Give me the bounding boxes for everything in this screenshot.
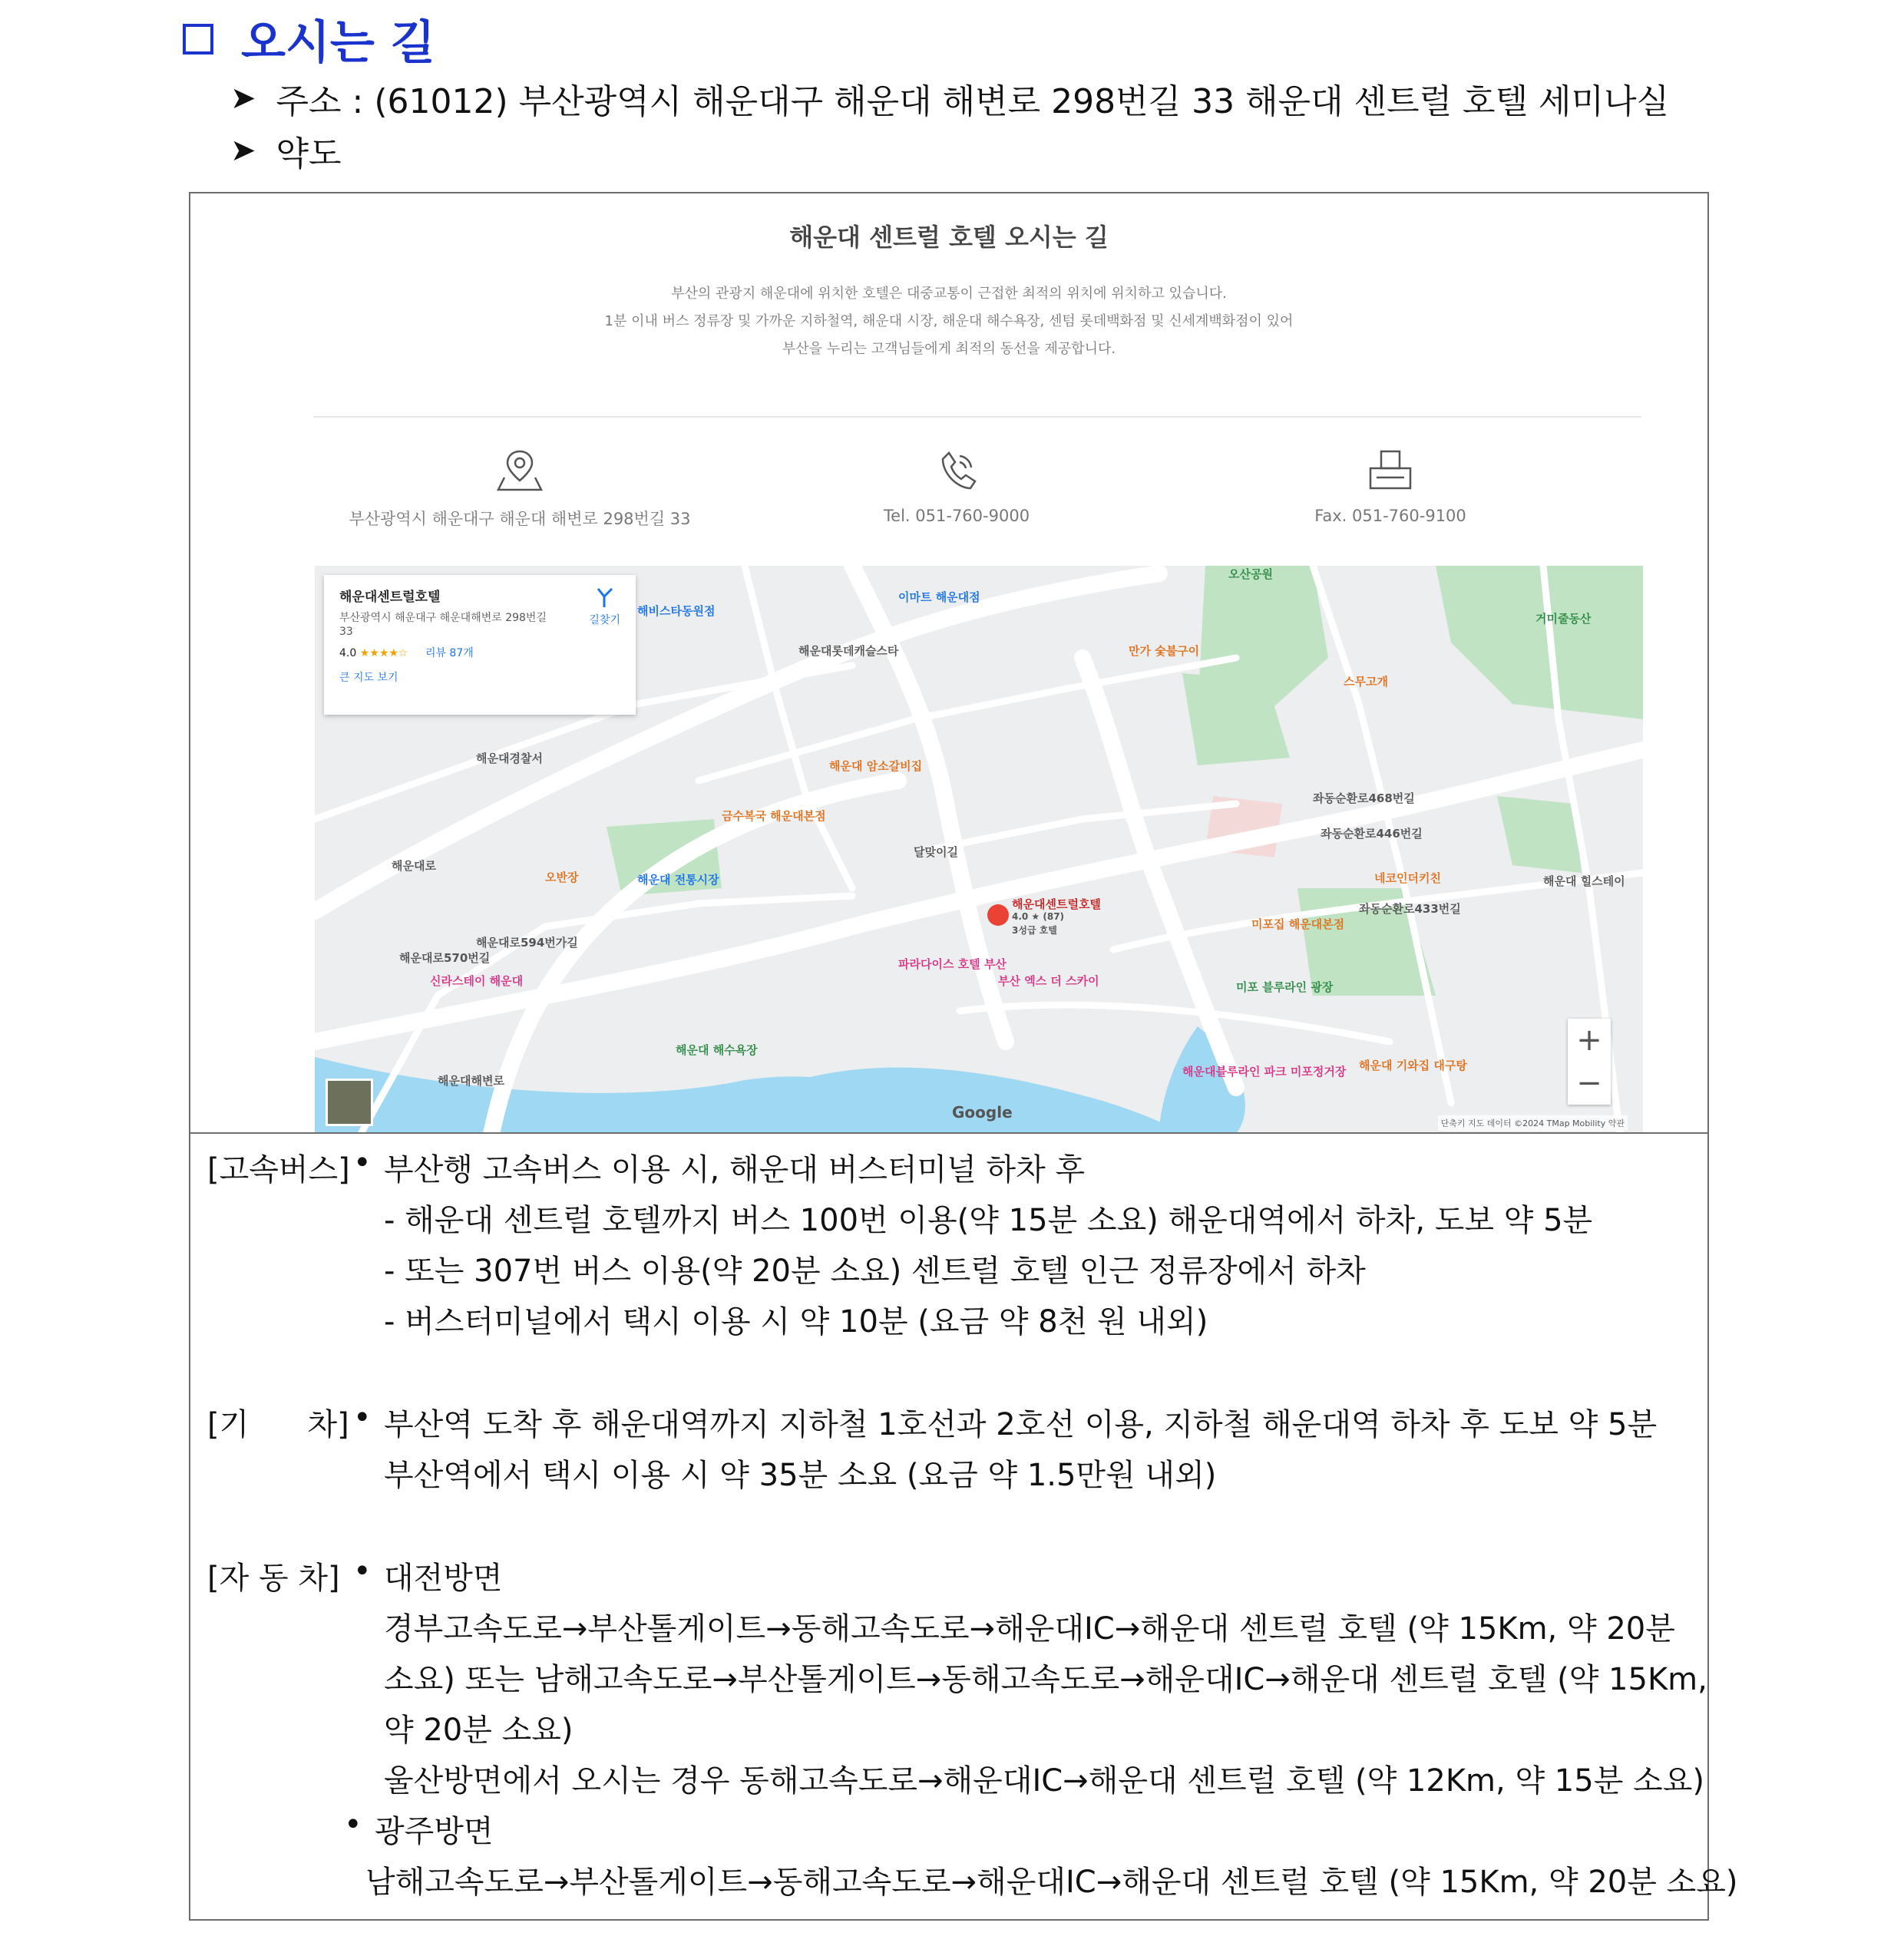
directions-box	[189, 192, 1738, 1921]
map-panel	[190, 193, 1707, 1134]
map-label[interactable]: 네코인더키친	[1374, 871, 1441, 885]
car-ulsan-line: 울산방면에서 오시는 경우 동해고속도로→해운대IC→해운대 센트럴 호텔 (약 12Km, 약 15분 소요)	[384, 1763, 1704, 1799]
checkbox-square-icon	[183, 24, 213, 55]
place-name: 해운대센트럴호텔	[339, 590, 441, 605]
directions-icon	[593, 586, 616, 609]
place-address: 부산광역시 해운대구 해운대해변로 298번길 33	[339, 612, 547, 638]
contact-address	[328, 447, 712, 530]
contact-tel-text: Tel. 051-760-9000	[883, 507, 1030, 525]
heading-title: 오시는 길	[241, 16, 435, 70]
zoom-in-button[interactable]: +	[1576, 1023, 1602, 1058]
arrow-bullet-icon: ➤	[230, 81, 256, 116]
map-label: 해운대로570번길	[399, 951, 491, 965]
bus-line-3: - 또는 307번 버스 이용(약 20분 소요) 센트럴 호텔 인근 정류장에서 하차	[384, 1254, 1366, 1289]
fax-icon	[1366, 447, 1415, 493]
map-label: 달맞이길	[914, 845, 958, 859]
bigger-map-link[interactable]: 큰 지도 보기	[339, 672, 398, 684]
map-label[interactable]: 미포 블루라인 광장	[1236, 980, 1334, 994]
arrow-bullet-icon: ➤	[230, 133, 256, 168]
map-label[interactable]: 부산 엑스 더 스카이	[998, 974, 1099, 988]
place-rating	[339, 645, 620, 660]
bullet-dot: •	[344, 1807, 362, 1842]
contact-tel	[765, 447, 1149, 525]
map-attribution[interactable]: 단축키 지도 데이터 ©2024 TMap Mobility 약관	[1438, 1115, 1628, 1131]
car-daejeon-line-3: 약 20분 소요)	[384, 1713, 574, 1748]
satellite-toggle[interactable]	[326, 1079, 373, 1126]
map-label[interactable]: 파라다이스 호텔 부산	[898, 957, 1007, 971]
map-label[interactable]: 해운대 기와집 대구탕	[1359, 1059, 1467, 1072]
map-label[interactable]: 만가 숯불구이	[1129, 644, 1200, 658]
map-label[interactable]: 이마트 해운대점	[898, 590, 980, 604]
map-label[interactable]: 해운대블루라인 파크 미포정거장	[1182, 1065, 1347, 1079]
map-label: 좌동순환로446번길	[1321, 827, 1423, 841]
address-text: 주소 : (61012) 부산광역시 해운대구 해운대 해변로 298번길 33 해운대 센트럴 호텔 세미나실	[276, 82, 1670, 121]
bus-line-1: 부산행 고속버스 이용 시, 해운대 버스터미널 하차 후	[384, 1152, 1086, 1188]
contact-fax	[1198, 447, 1582, 525]
location-pin-icon	[495, 447, 544, 493]
rating-stars: ★★★★☆	[359, 647, 408, 659]
map-panel-title: 해운대 센트럴 호텔 오시는 길	[789, 223, 1109, 252]
zoom-out-button[interactable]: −	[1576, 1065, 1602, 1101]
map-label[interactable]: 해운대롯데캐슬스타	[798, 644, 899, 658]
map-marker-label[interactable]: 해운대센트럴호텔	[1012, 897, 1101, 911]
google-logo: Google	[952, 1103, 1013, 1122]
car-daejeon-line-1: 경부고속도로→부산톨게이트→동해고속도로→해운대IC→해운대 센트럴 호텔 (약 15Km, 약 20분	[384, 1611, 1675, 1647]
bullet-dot: •	[353, 1400, 372, 1435]
bullet-dot: •	[353, 1554, 372, 1589]
map-heading-line	[230, 126, 342, 175]
directions-button[interactable]	[589, 586, 620, 627]
bus-line-2: - 해운대 센트럴 호텔까지 버스 100번 이용(약 15분 소요) 해운대역에서 하차, 도보 약 5분	[384, 1203, 1593, 1238]
reviews-link[interactable]: 리뷰 87개	[425, 647, 474, 659]
map-label[interactable]: 해운대경찰서	[476, 752, 543, 765]
map-desc-line-3: 부산을 누리는 고객님들에게 최적의 동선을 제공합니다.	[782, 341, 1116, 357]
train-line-2: 부산역에서 택시 이용 시 약 35분 소요 (요금 약 1.5만원 내외)	[384, 1458, 1217, 1493]
car-daejeon-heading: 대전방면	[384, 1561, 503, 1596]
car-gwangju-heading: 광주방면	[375, 1814, 494, 1849]
place-info-card	[324, 575, 636, 715]
map-label[interactable]: 해운대 힐스테이	[1543, 874, 1625, 888]
map-label: 해운대로594번가길	[476, 936, 578, 950]
train-tag: [기 차]	[207, 1407, 349, 1442]
map-desc-line-2: 1분 이내 버스 정류장 및 가까운 지하철역, 해운대 시장, 해운대 해수욕장, 센텀 롯데백화점 및 신세계백화점이 있어	[604, 313, 1294, 329]
map-label: 해운대로	[392, 859, 436, 873]
map-label[interactable]: 해운대 암소갈비집	[829, 759, 923, 773]
map-label[interactable]: 해비스타동원점	[637, 604, 716, 618]
map-label[interactable]: 해운대 해수욕장	[676, 1043, 758, 1057]
map-marker-class: 3성급 호텔	[1012, 925, 1057, 936]
map-label[interactable]: 해운대 전통시장	[637, 873, 719, 887]
car-tag: [자 동 차]	[207, 1561, 340, 1596]
map-label[interactable]: 스무고개	[1344, 675, 1388, 689]
address-line	[230, 74, 1669, 123]
map-label[interactable]: 금수복국 해운대본점	[722, 809, 826, 823]
zoom-control	[1568, 1019, 1611, 1105]
map-label[interactable]: 거미줄동산	[1535, 612, 1592, 626]
map-label[interactable]: 오산공원	[1228, 567, 1273, 581]
contact-fax-text: Fax. 051-760-9100	[1314, 507, 1466, 525]
map-heading-text: 약도	[276, 134, 342, 173]
phone-icon	[932, 447, 981, 493]
rating-value: 4.0	[339, 647, 357, 659]
contact-address-text: 부산광역시 해운대구 해운대 해변로 298번길 33	[349, 510, 691, 528]
divider	[313, 416, 1641, 418]
bullet-dot: •	[353, 1145, 372, 1181]
bus-line-4: - 버스터미널에서 택시 이용 시 약 10분 (요금 약 8천 원 내외)	[384, 1304, 1208, 1340]
directions-label: 길찾기	[589, 614, 620, 626]
map-label: 해운대해변로	[438, 1074, 504, 1088]
bus-tag: [고속버스]	[207, 1152, 350, 1188]
map-marker-rating: 4.0 ★ (87)	[1012, 911, 1065, 922]
train-line-1: 부산역 도착 후 해운대역까지 지하철 1호선과 2호선 이용, 지하철 해운대역 하차 후 도보 약 5분	[384, 1407, 1658, 1442]
map-label[interactable]: 신라스테이 해운대	[430, 974, 524, 988]
google-map[interactable]	[315, 566, 1643, 1134]
map-label[interactable]: 오반장	[545, 871, 579, 884]
map-desc-line-1: 부산의 관광지 해운대에 위치한 호텔은 대중교통이 근접한 최적의 위치에 위치하고 있습니다.	[671, 286, 1227, 302]
car-daejeon-line-2: 소요) 또는 남해고속도로→부산톨게이트→동해고속도로→해운대IC→해운대 센트럴 호텔 (약 15Km,	[384, 1662, 1707, 1697]
map-label: 좌동순환로468번길	[1313, 791, 1415, 805]
section-heading	[183, 6, 435, 72]
car-gwangju-line: 남해고속도로→부산톨게이트→동해고속도로→해운대IC→해운대 센트럴 호텔 (약 15Km, 약 20분 소요)	[365, 1865, 1738, 1900]
map-label[interactable]: 미포집 해운대본점	[1251, 917, 1345, 931]
map-label: 좌동순환로433번길	[1359, 902, 1461, 916]
